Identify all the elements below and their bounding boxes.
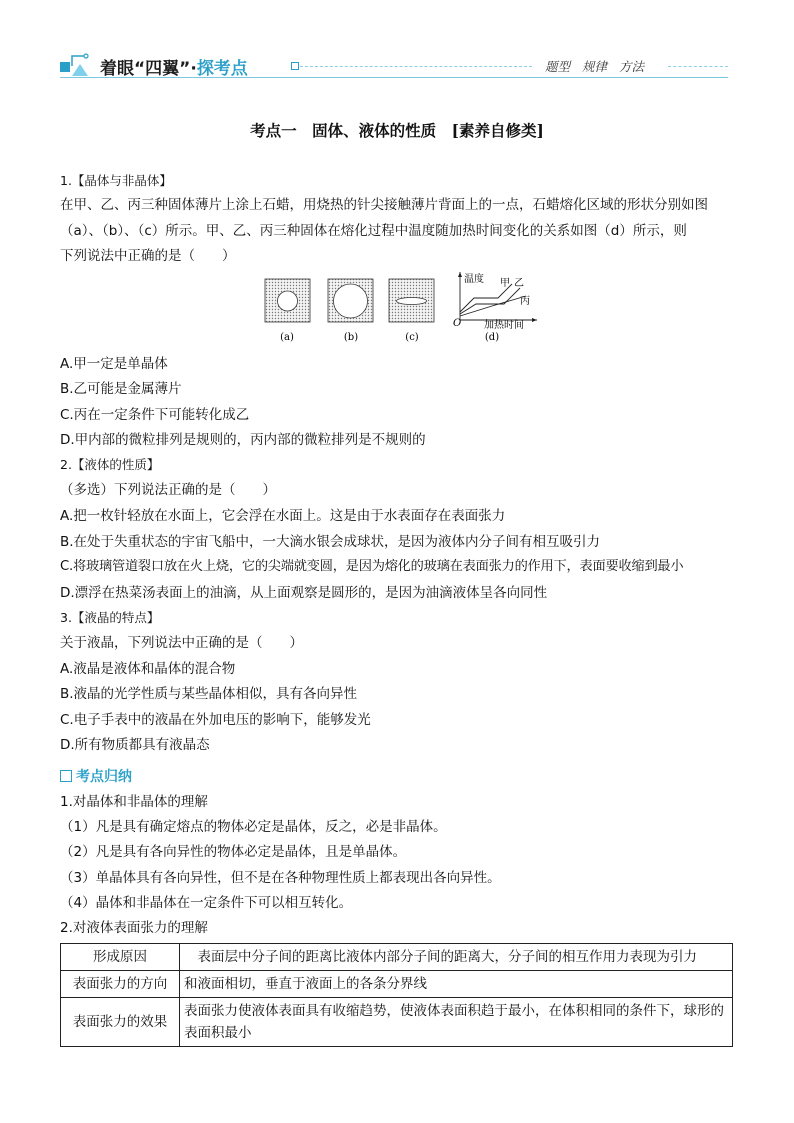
q1-option-b: B.乙可能是金属薄片 <box>60 381 182 397</box>
q3-stem: 关于液晶，下列说法中正确的是（ ） <box>60 635 303 651</box>
curve-bing <box>460 296 526 316</box>
q1-stem-line: 下列说法中正确的是（ ） <box>60 248 236 264</box>
header-logo <box>58 52 98 78</box>
q2-option-c: C.将玻璃管道裂口放在火上烧，它的尖端就变圆，是因为熔化的玻璃在表面张力的作用下，表面要收缩到最小 <box>60 559 684 574</box>
q3-option-c: C.电子手表中的液晶在外加电压的影响下，能够发光 <box>60 712 371 728</box>
q1-option-d: D.甲内部的微粒排列是规则的，丙内部的微粒排列是不规则的 <box>60 432 426 448</box>
q2-heading: 2.【液体的性质】 <box>60 457 160 472</box>
table-row <box>61 971 733 998</box>
q3-option-d: D.所有物质都具有液晶态 <box>60 737 210 753</box>
panel-label-c: (c) <box>405 332 419 343</box>
table-value: 表面层中分子间的距离比液体内部分子间的距离大，分子间的相互作用力表现为引力 <box>180 944 733 971</box>
table-value: 和液面相切，垂直于液面上的各条分界线 <box>180 971 733 998</box>
q2-stem: （多选）下列说法正确的是（ ） <box>60 482 276 498</box>
summary-item1-title: 1.对晶体和非晶体的理解 <box>60 794 208 810</box>
summary-point: （3）单晶体具有各向异性，但不是在各种物理性质上都表现出各向异性。 <box>60 870 501 886</box>
q1-option-a: A.甲一定是单晶体 <box>60 356 168 372</box>
square-icon <box>60 770 72 782</box>
header-title-accent: 探考点 <box>196 59 248 79</box>
q1-option-c: C.丙在一定条件下可能转化成乙 <box>60 407 250 423</box>
table-row <box>61 998 733 1047</box>
summary-item2-title: 2.对液体表面张力的理解 <box>60 920 208 936</box>
q1-figure <box>262 272 542 352</box>
q1-stem-line: （a）、（b）、（c）所示。甲、乙、丙三种固体在熔化过程中温度随加热时间变化的关系如图（d）所示，则 <box>60 223 687 239</box>
table-key: 形成原因 <box>61 944 180 971</box>
q3-option-b: B.液晶的光学性质与某些晶体相似，具有各向异性 <box>60 686 358 702</box>
table-value: 表面张力使液体表面具有收缩趋势，使液体表面积趋于最小，在体积相同的条件下，球形的表面积最小 <box>180 998 733 1047</box>
q1-stem-line: 在甲、乙、丙三种固体薄片上涂上石蜡，用烧热的针尖接触薄片背面上的一点，石蜡熔化区域的形状分别如图 <box>60 197 708 213</box>
q2-option-d: D.漂浮在热菜汤表面上的油滴，从上面观察是圆形的，是因为油滴液体呈各向同性 <box>60 585 548 601</box>
panel-label-d: (d) <box>484 332 500 343</box>
q1-heading: 1.【晶体与非晶体】 <box>60 173 172 188</box>
table-row <box>61 944 733 971</box>
q3-heading: 3.【液晶的特点】 <box>60 610 160 625</box>
curve-label-bing: 丙 <box>520 296 530 307</box>
curve-label-jia: 甲 <box>500 278 510 289</box>
summary-point: （1）凡是具有确定熔点的物体必定是晶体，反之，必是非晶体。 <box>60 819 447 835</box>
origin-label: O <box>453 318 462 329</box>
header-rule <box>60 77 728 78</box>
header-dash-line-right <box>668 66 728 67</box>
x-axis-label: 加热时间 <box>484 320 524 331</box>
panel-label-b: (b) <box>343 332 359 343</box>
summary-title: 考点归纳 <box>76 769 132 785</box>
panel-d-graph <box>453 272 537 343</box>
panel-a <box>265 279 310 343</box>
panel-c <box>389 279 434 343</box>
header-title <box>100 54 248 79</box>
y-axis-label: 温度 <box>464 274 484 285</box>
q2-option-a: A.把一枚针轻放在水面上，它会浮在水面上。这是由于水表面存在表面张力 <box>60 508 506 524</box>
q3-option-a: A.液晶是液体和晶体的混合物 <box>60 661 236 677</box>
curve-label-yi: 乙 <box>514 278 524 289</box>
panel-b <box>328 279 373 343</box>
q2-option-b: B.在处于失重状态的宇宙飞船中，一大滴水银会成球状，是因为液体内分子间有相互吸引力 <box>60 534 601 550</box>
table-key: 表面张力的方向 <box>61 971 180 998</box>
panel-label-a: (a) <box>280 332 294 343</box>
curve-yi <box>460 288 520 314</box>
section-title: 考点一 固体、液体的性质 [素养自修类] <box>250 121 544 140</box>
header-title-prefix: 着眼“四翼”· <box>100 59 197 79</box>
header-dot-icon <box>291 62 299 70</box>
summary-point: （2）凡是具有各向异性的物体必定是晶体，且是单晶体。 <box>60 844 407 860</box>
summary-point: （4）晶体和非晶体在一定条件下可以相互转化。 <box>60 895 353 911</box>
table-key: 表面张力的效果 <box>61 998 180 1047</box>
header-dash-line <box>300 66 532 67</box>
summary-heading <box>60 766 132 786</box>
surface-tension-table <box>60 943 733 1047</box>
header-tabs: 题型 规律 方法 <box>545 59 644 74</box>
